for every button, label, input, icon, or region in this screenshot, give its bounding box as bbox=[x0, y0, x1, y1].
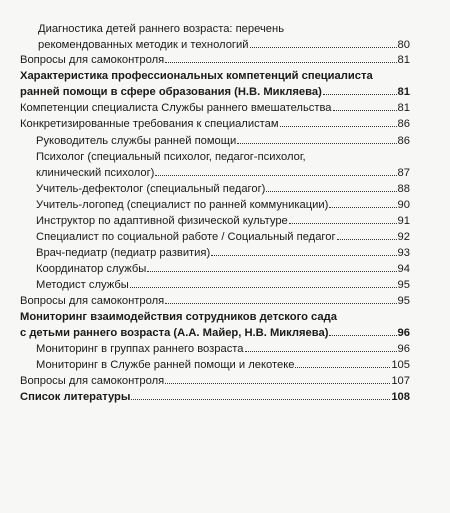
dot-leader bbox=[165, 303, 396, 304]
toc-page-number: 105 bbox=[391, 359, 410, 371]
toc-entry-line: клинический психолог) bbox=[36, 166, 155, 179]
toc-entry-title: Специалист по социальной работе / Социальный педагог bbox=[36, 231, 336, 243]
dot-leader bbox=[323, 94, 397, 95]
dot-leader bbox=[237, 143, 396, 144]
toc-entry-title: Учитель-дефектолог (специальный педагог) bbox=[36, 183, 266, 195]
toc-entry-title: Вопросы для самоконтроля bbox=[20, 375, 165, 387]
dot-leader bbox=[131, 399, 390, 400]
toc-entry-title: Координатор службы bbox=[36, 263, 147, 275]
toc-page-number: 81 bbox=[397, 54, 410, 66]
toc-page-number: 95 bbox=[397, 279, 410, 291]
dot-leader bbox=[333, 110, 397, 111]
toc-entry bbox=[20, 69, 410, 100]
toc-entry bbox=[36, 246, 410, 262]
toc-page-number: 88 bbox=[397, 183, 410, 195]
toc-entry-title: Конкретизированные требования к специалистам bbox=[20, 118, 279, 130]
toc-page-number: 94 bbox=[397, 263, 410, 275]
toc-entry bbox=[20, 101, 410, 117]
toc-entry bbox=[36, 230, 410, 246]
toc-entry bbox=[36, 262, 410, 278]
toc-page-number: 96 bbox=[397, 326, 410, 339]
toc-entry bbox=[20, 117, 410, 133]
toc-entry bbox=[38, 22, 410, 53]
toc-entry bbox=[36, 342, 410, 358]
toc-entry-title: Инструктор по адаптивной физической культуре bbox=[36, 215, 288, 227]
toc-page-number: 81 bbox=[397, 102, 410, 114]
dot-leader bbox=[147, 271, 396, 272]
toc-page-number: 92 bbox=[397, 231, 410, 243]
toc-entry bbox=[20, 53, 410, 69]
toc-entry-line: рекомендованных методик и технологий bbox=[38, 38, 249, 51]
dot-leader bbox=[165, 62, 396, 63]
toc-entry-title: Мониторинг в Службе ранней помощи и лекотеке bbox=[36, 359, 295, 371]
toc-entry bbox=[36, 278, 410, 294]
toc-entry-line: с детьми раннего возраста (А.А. Майер, Н.В. Микляева) bbox=[20, 326, 329, 339]
toc-entry bbox=[36, 358, 410, 374]
dot-leader bbox=[130, 287, 397, 288]
dot-leader bbox=[295, 367, 390, 368]
toc-entry-line: Характеристика профессиональных компетенций специалиста bbox=[20, 70, 373, 82]
dot-leader bbox=[155, 175, 396, 176]
toc-entry-title: Руководитель службы ранней помощи bbox=[36, 135, 237, 147]
dot-leader bbox=[289, 223, 397, 224]
dot-leader bbox=[211, 255, 396, 256]
toc-entry bbox=[20, 390, 410, 406]
toc-entry bbox=[36, 198, 410, 214]
toc-entry bbox=[36, 150, 410, 181]
dot-leader bbox=[329, 335, 396, 336]
toc-entry-title: Методист службы bbox=[36, 279, 129, 291]
toc-page-number: 108 bbox=[391, 391, 410, 403]
toc-entry bbox=[20, 374, 410, 390]
toc-page-number: 107 bbox=[391, 375, 410, 387]
toc-page-number: 93 bbox=[397, 247, 410, 259]
toc-entry-title: Вопросы для самоконтроля bbox=[20, 295, 165, 307]
toc-page-number: 81 bbox=[397, 85, 410, 98]
toc-entry-title: Список литературы bbox=[20, 391, 131, 403]
dot-leader bbox=[245, 351, 397, 352]
toc-entry-line: Психолог (специальный психолог, педагог-психолог, bbox=[36, 151, 306, 163]
toc-entry-line: ранней помощи в сфере образования (Н.В. Микляева) bbox=[20, 85, 322, 98]
toc-page-number: 91 bbox=[397, 215, 410, 227]
toc-entry bbox=[20, 294, 410, 310]
toc-entry bbox=[36, 134, 410, 150]
toc-page-number: 86 bbox=[397, 135, 410, 147]
dot-leader bbox=[250, 47, 397, 48]
dot-leader bbox=[329, 207, 396, 208]
dot-leader bbox=[165, 383, 390, 384]
toc-page-number: 96 bbox=[397, 343, 410, 355]
toc-entry-line: Мониторинг взаимодействия сотрудников детского сада bbox=[20, 311, 337, 323]
toc-entry-line: Диагностика детей раннего возраста: перечень bbox=[38, 23, 285, 35]
toc-page-number: 86 bbox=[397, 118, 410, 130]
toc-entry-title: Мониторинг в группах раннего возраста bbox=[36, 343, 244, 355]
toc-entry bbox=[36, 182, 410, 198]
dot-leader bbox=[266, 191, 396, 192]
toc-entry-title: Вопросы для самоконтроля bbox=[20, 54, 165, 66]
toc-entry-title: Компетенции специалиста Службы раннего вмешательства bbox=[20, 102, 332, 114]
toc-entry bbox=[20, 310, 410, 341]
toc-page-number: 95 bbox=[397, 295, 410, 307]
toc-entry-title: Учитель-логопед (специалист по ранней коммуникации) bbox=[36, 199, 329, 211]
toc-entry-title: Врач-педиатр (педиатр развития) bbox=[36, 247, 211, 259]
toc-entry bbox=[36, 214, 410, 230]
dot-leader bbox=[337, 239, 397, 240]
toc-page-number: 90 bbox=[397, 199, 410, 211]
toc-page-number: 87 bbox=[397, 166, 410, 179]
toc-page-number: 80 bbox=[397, 38, 410, 51]
dot-leader bbox=[280, 126, 397, 127]
